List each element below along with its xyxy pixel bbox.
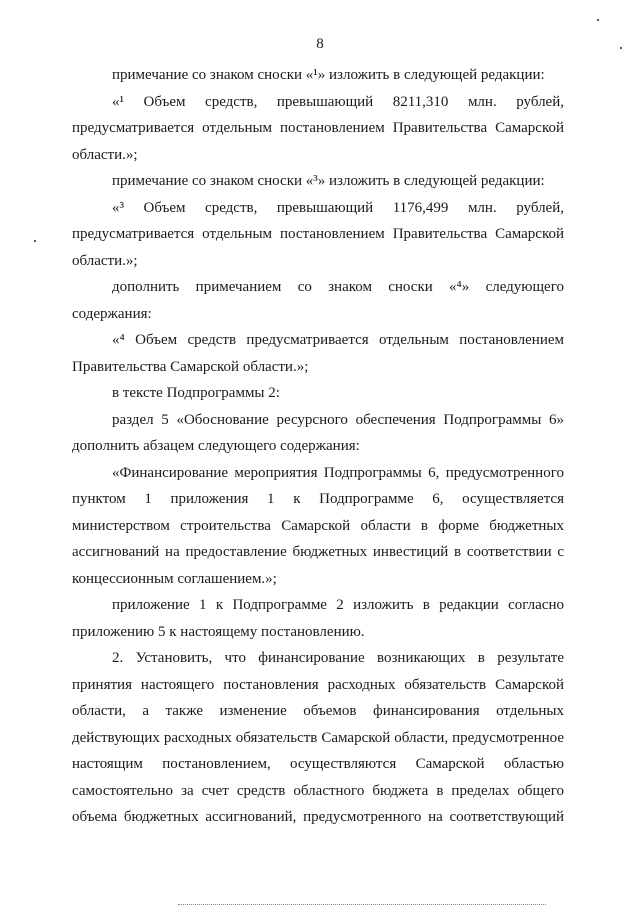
paragraph bbox=[72, 645, 564, 831]
text-line: принятия настоящего постановления расходных обязательств Самарской bbox=[72, 676, 564, 693]
text-line: объема бюджетных ассигнований, предусмотренного на соответствующий bbox=[72, 809, 564, 825]
paragraph bbox=[72, 380, 564, 407]
paragraph bbox=[72, 592, 564, 645]
text-line: области.»; bbox=[72, 146, 138, 163]
paragraph bbox=[72, 407, 564, 460]
text-line: в тексте Подпрограммы 2: bbox=[112, 385, 280, 401]
text-line: «¹ Объем средств, превышающий 8211,310 млн. рублей, bbox=[112, 93, 564, 110]
text-line: приложению 5 к настоящему постановлению. bbox=[72, 623, 365, 640]
text-line: области.»; bbox=[72, 252, 138, 269]
paragraph bbox=[72, 62, 564, 89]
paragraph bbox=[72, 460, 564, 593]
text-line: пунктом 1 приложения 1 к Подпрограмме 6, осуществляется bbox=[72, 491, 564, 507]
paragraph bbox=[72, 327, 564, 380]
paragraph bbox=[72, 89, 564, 169]
text-line: действующих расходных обязательств Самарской области, предусмотренное bbox=[72, 729, 564, 746]
text-line: настоящим постановлением, осуществляются Самарской областью bbox=[72, 756, 564, 772]
text-line: предусматривается отдельным постановлением Правительства Самарской bbox=[72, 120, 564, 136]
text-line: примечание со знаком сноски «³» изложить в следующей редакции: bbox=[112, 173, 545, 189]
text-line: ассигнований на предоставление бюджетных инвестиций в соответствии с bbox=[72, 544, 564, 560]
paragraph bbox=[72, 195, 564, 275]
text-line: примечание со знаком сноски «¹» изложить в следующей редакции: bbox=[112, 67, 545, 83]
text-line: самостоятельно за счет средств областного бюджета в пределах общего bbox=[72, 782, 564, 799]
text-line: приложение 1 к Подпрограмме 2 изложить в редакции согласно bbox=[112, 597, 564, 613]
text-line: содержания: bbox=[72, 305, 152, 322]
text-line: дополнить примечанием со знаком сноски «⁴» следующего bbox=[112, 279, 564, 295]
scan-speck bbox=[620, 47, 622, 49]
text-line: Правительства Самарской области.»; bbox=[72, 358, 309, 375]
text-line: «³ Объем средств, превышающий 1176,499 млн. рублей, bbox=[112, 199, 564, 216]
text-line: предусматривается отдельным постановлением Правительства Самарской bbox=[72, 226, 564, 242]
text-line: раздел 5 «Обоснование ресурсного обеспечения Подпрограммы 6» bbox=[112, 411, 564, 428]
text-line: министерством строительства Самарской области в форме бюджетных bbox=[72, 517, 564, 534]
scan-speck bbox=[597, 19, 599, 21]
page-number: 8 bbox=[316, 36, 324, 52]
text-line: дополнить абзацем следующего содержания: bbox=[72, 438, 360, 454]
scan-speck bbox=[34, 240, 36, 242]
text-line: «⁴ Объем средств предусматривается отдельным постановлением bbox=[112, 332, 564, 348]
text-line: концессионным соглашением.»; bbox=[72, 570, 277, 587]
text-line: 2. Установить, что финансирование возникающих в результате bbox=[112, 650, 564, 666]
text-line: «Финансирование мероприятия Подпрограммы 6, предусмотренного bbox=[112, 464, 564, 481]
paragraph bbox=[72, 274, 564, 327]
scan-edge-line bbox=[178, 904, 546, 905]
document-body bbox=[72, 62, 564, 831]
paragraph bbox=[72, 168, 564, 195]
text-line: области, а также изменение объемов финансирования отдельных bbox=[72, 703, 564, 719]
